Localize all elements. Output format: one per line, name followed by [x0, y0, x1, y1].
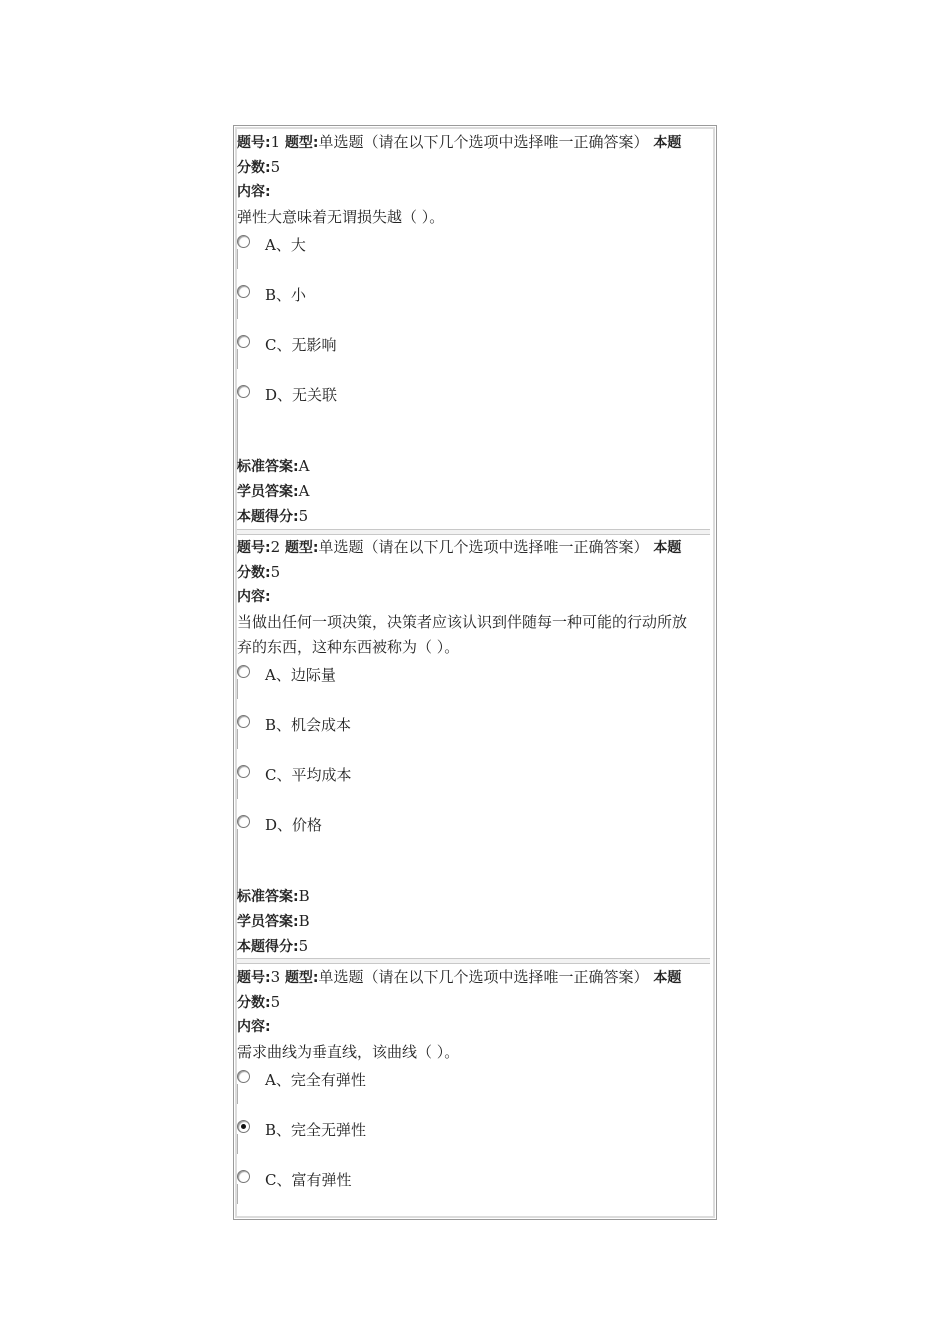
content-label: 内容: — [237, 589, 271, 605]
question-header — [237, 130, 681, 155]
option-label: B、完全无弹性 — [265, 1121, 367, 1139]
question-text-cont: 弃的东西，这种东西被称为（ ）。 — [237, 638, 460, 656]
score-label-pre: 本题 — [653, 135, 682, 151]
student-answer: 学员答案:A — [237, 482, 310, 500]
radio-button[interactable] — [237, 665, 250, 678]
content-label: 内容: — [237, 184, 271, 200]
question-text: 需求曲线为垂直线，该曲线（ ）。 — [237, 1043, 460, 1061]
radio-button[interactable] — [237, 335, 250, 348]
option-label: C、无影响 — [265, 336, 337, 354]
qnum-label: 题号: — [237, 135, 271, 151]
option-label: B、小 — [265, 286, 307, 304]
qnum-value: 1 — [270, 133, 281, 151]
radio-button[interactable] — [237, 815, 250, 828]
question-header: 题号:3 题型:单选题（请在以下几个选项中选择唯一正确答案） 本题 — [237, 968, 682, 986]
got-score: 本题得分:5 — [237, 937, 309, 955]
radio-button[interactable] — [237, 285, 250, 298]
score-line: 分数:5 — [237, 993, 281, 1011]
score-label: 分数: — [237, 160, 271, 176]
score-line: 分数:5 — [237, 563, 281, 581]
option-label: C、富有弹性 — [265, 1171, 352, 1189]
radio-button[interactable] — [237, 1070, 250, 1083]
radio-button-selected[interactable] — [237, 1120, 250, 1133]
standard-answer: 标准答案:A — [237, 457, 310, 475]
score-value: 5 — [270, 158, 281, 176]
question-divider — [237, 958, 710, 964]
question-text: 当做出任何一项决策，决策者应该认识到伴随每一种可能的行动所放 — [237, 613, 688, 631]
radio-button[interactable] — [237, 765, 250, 778]
question-text: 弹性大意味着无谓损失越（ ）。 — [237, 208, 445, 226]
radio-button[interactable] — [237, 385, 250, 398]
option-label: A、完全有弹性 — [265, 1071, 366, 1089]
option-label: A、大 — [265, 236, 306, 254]
got-score: 本题得分:5 — [237, 507, 309, 525]
option-label: B、机会成本 — [265, 716, 352, 734]
qtype-value: 单选题（请在以下几个选项中选择唯一正确答案） — [318, 133, 649, 151]
option-label: D、价格 — [265, 816, 323, 834]
qtype-label: 题型: — [284, 135, 319, 151]
student-answer: 学员答案:B — [237, 912, 310, 930]
score-line — [237, 155, 280, 180]
option-label: A、边际量 — [265, 666, 336, 684]
content-label: 内容: — [237, 1019, 271, 1035]
question-header: 题号:2 题型:单选题（请在以下几个选项中选择唯一正确答案） 本题 — [237, 538, 682, 556]
standard-answer: 标准答案:B — [237, 887, 310, 905]
option-label: C、平均成本 — [265, 766, 352, 784]
radio-button[interactable] — [237, 1170, 250, 1183]
radio-button[interactable] — [237, 715, 250, 728]
radio-button[interactable] — [237, 235, 250, 248]
option-label: D、无关联 — [265, 386, 338, 404]
